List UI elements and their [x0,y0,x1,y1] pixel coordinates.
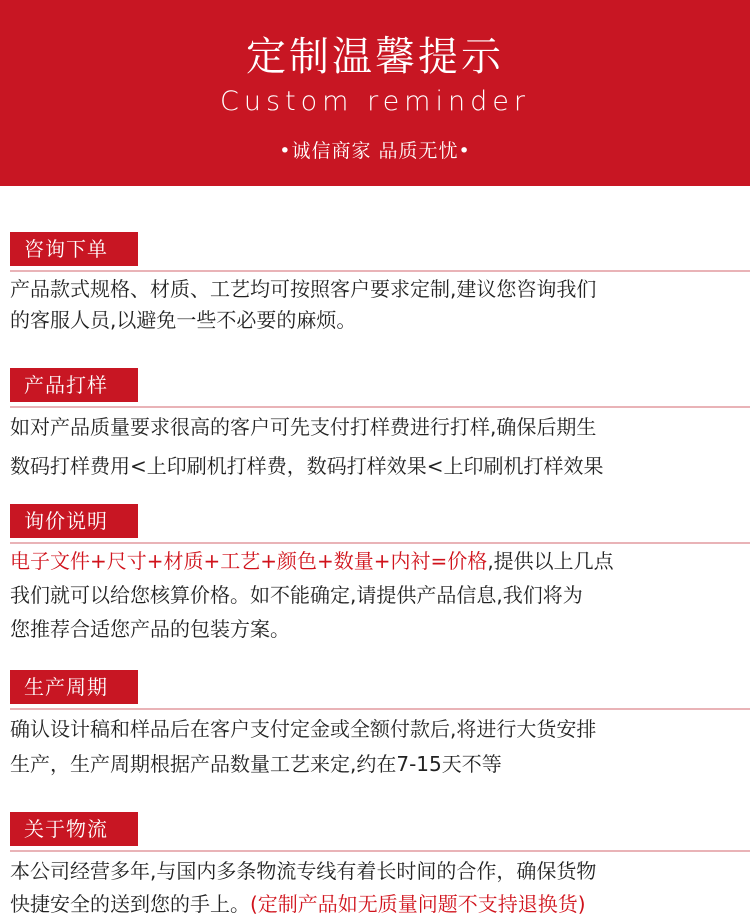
section-text-line: 产品款式规格、材质、工艺均可按照客户要求定制,建议您咨询我们 [10,277,597,301]
banner-slogan: •诚信商家 品质无忧• [279,140,471,162]
header-banner [0,0,750,186]
logistics-text: 快捷安全的送到您的手上。 [10,892,250,916]
section-text-line: 的客服人员,以避免一些不必要的麻烦。 [10,308,357,332]
section-text-line [10,543,750,580]
section-text-line: 数码打样费用<上印刷机打样费，数码打样效果<上印刷机打样效果 [10,454,604,478]
section-label: 询价说明 [10,504,138,538]
section-text-line [10,886,750,923]
section-label: 产品打样 [10,368,138,402]
section-text-line: 本公司经营多年,与国内多条物流专线有着长时间的合作，确保货物 [10,859,597,883]
section-label: 生产周期 [10,670,138,704]
return-policy-note: (定制产品如无质量问题不支持退换货) [250,892,586,916]
price-formula-text: 电子文件+尺寸+材质+工艺+颜色+数量+内衬=价格 [10,549,488,573]
section-label: 咨询下单 [10,232,138,266]
section-text-line: 确认设计稿和样品后在客户支付定金或全额付款后,将进行大货安排 [10,717,597,741]
banner-title: 定制温馨提示 [246,34,504,80]
section-text-line: 我们就可以给您核算价格。如不能确定,请提供产品信息,我们将为 [10,583,583,607]
section-label: 关于物流 [10,812,138,846]
section-text-line: 生产，生产周期根据产品数量工艺来定,约在7-15天不等 [10,752,502,776]
section-text-line: 如对产品质量要求很高的客户可先支付打样费进行打样,确保后期生 [10,415,597,439]
banner-subtitle: Custom reminder [220,86,530,117]
price-formula-suffix: ,提供以上几点 [487,549,614,573]
section-text-line: 您推荐合适您产品的包装方案。 [10,617,290,641]
